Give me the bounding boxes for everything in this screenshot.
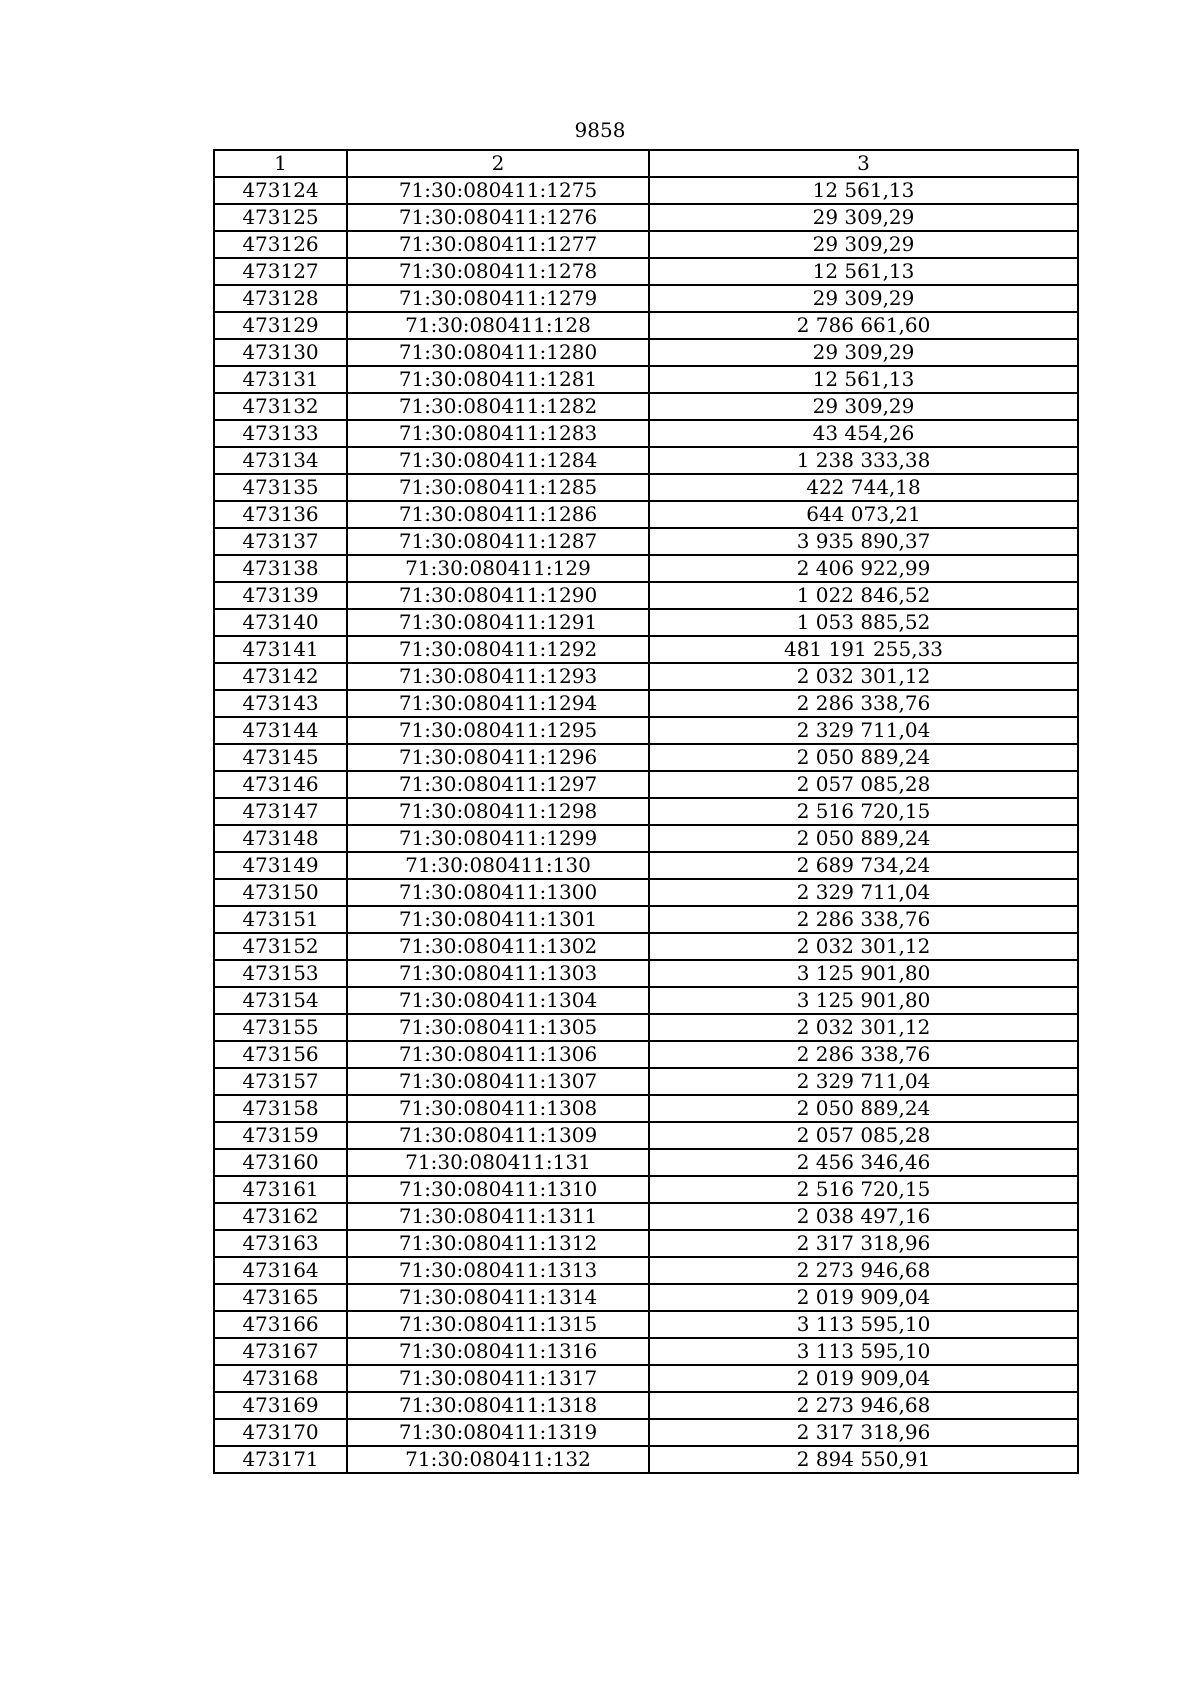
row-number-cell: 473146	[214, 771, 347, 798]
cadastral-number-cell: 71:30:080411:128	[347, 312, 649, 339]
cadastral-number-cell: 71:30:080411:1295	[347, 717, 649, 744]
value-cell: 2 286 338,76	[649, 690, 1078, 717]
row-number-cell: 473129	[214, 312, 347, 339]
cadastral-number-cell: 71:30:080411:1312	[347, 1230, 649, 1257]
table-row	[214, 285, 1078, 312]
value-cell: 2 786 661,60	[649, 312, 1078, 339]
row-number-cell: 473125	[214, 204, 347, 231]
table-row	[214, 1095, 1078, 1122]
column-header-1: 1	[214, 150, 347, 177]
cadastral-number-cell: 71:30:080411:1277	[347, 231, 649, 258]
table-row	[214, 906, 1078, 933]
table-row	[214, 933, 1078, 960]
table-row	[214, 177, 1078, 204]
table-row	[214, 744, 1078, 771]
cadastral-number-cell: 71:30:080411:1281	[347, 366, 649, 393]
cadastral-number-cell: 71:30:080411:1311	[347, 1203, 649, 1230]
row-number-cell: 473152	[214, 933, 347, 960]
row-number-cell: 473164	[214, 1257, 347, 1284]
table-row	[214, 1284, 1078, 1311]
table-row	[214, 1446, 1078, 1473]
cadastral-number-cell: 71:30:080411:1318	[347, 1392, 649, 1419]
cadastral-number-cell: 71:30:080411:1282	[347, 393, 649, 420]
cadastral-number-cell: 71:30:080411:1302	[347, 933, 649, 960]
value-cell: 2 406 922,99	[649, 555, 1078, 582]
cadastral-number-cell: 71:30:080411:1309	[347, 1122, 649, 1149]
cadastral-number-cell: 71:30:080411:1294	[347, 690, 649, 717]
value-cell: 2 032 301,12	[649, 1014, 1078, 1041]
cadastral-number-cell: 71:30:080411:1313	[347, 1257, 649, 1284]
table-row	[214, 879, 1078, 906]
row-number-cell: 473154	[214, 987, 347, 1014]
table-row	[214, 312, 1078, 339]
cadastral-number-cell: 71:30:080411:1315	[347, 1311, 649, 1338]
value-cell: 2 317 318,96	[649, 1230, 1078, 1257]
row-number-cell: 473131	[214, 366, 347, 393]
value-cell: 3 125 901,80	[649, 987, 1078, 1014]
cadastral-number-cell: 71:30:080411:1285	[347, 474, 649, 501]
row-number-cell: 473167	[214, 1338, 347, 1365]
value-cell: 2 050 889,24	[649, 825, 1078, 852]
table-row	[214, 852, 1078, 879]
cadastral-number-cell: 71:30:080411:1300	[347, 879, 649, 906]
cadastral-number-cell: 71:30:080411:1296	[347, 744, 649, 771]
table-row	[214, 1365, 1078, 1392]
cadastral-number-cell: 71:30:080411:1303	[347, 960, 649, 987]
cadastral-number-cell: 71:30:080411:1276	[347, 204, 649, 231]
row-number-cell: 473135	[214, 474, 347, 501]
cadastral-number-cell: 71:30:080411:1298	[347, 798, 649, 825]
value-cell: 12 561,13	[649, 366, 1078, 393]
row-number-cell: 473141	[214, 636, 347, 663]
row-number-cell: 473137	[214, 528, 347, 555]
cadastral-number-cell: 71:30:080411:1299	[347, 825, 649, 852]
row-number-cell: 473124	[214, 177, 347, 204]
row-number-cell: 473161	[214, 1176, 347, 1203]
table-row	[214, 447, 1078, 474]
value-cell: 2 273 946,68	[649, 1257, 1078, 1284]
cadastral-number-cell: 71:30:080411:1287	[347, 528, 649, 555]
table-body	[214, 177, 1078, 1473]
table-row	[214, 1338, 1078, 1365]
value-cell: 29 309,29	[649, 393, 1078, 420]
table-row	[214, 960, 1078, 987]
value-cell: 2 456 346,46	[649, 1149, 1078, 1176]
cadastral-number-cell: 71:30:080411:1297	[347, 771, 649, 798]
table-row	[214, 636, 1078, 663]
row-number-cell: 473170	[214, 1419, 347, 1446]
row-number-cell: 473151	[214, 906, 347, 933]
table-row	[214, 1149, 1078, 1176]
row-number-cell: 473128	[214, 285, 347, 312]
table-row	[214, 474, 1078, 501]
value-cell: 2 019 909,04	[649, 1365, 1078, 1392]
value-cell: 2 689 734,24	[649, 852, 1078, 879]
row-number-cell: 473166	[214, 1311, 347, 1338]
value-cell: 1 053 885,52	[649, 609, 1078, 636]
cadastral-number-cell: 71:30:080411:1307	[347, 1068, 649, 1095]
table-row	[214, 825, 1078, 852]
row-number-cell: 473136	[214, 501, 347, 528]
value-cell: 2 273 946,68	[649, 1392, 1078, 1419]
row-number-cell: 473142	[214, 663, 347, 690]
row-number-cell: 473134	[214, 447, 347, 474]
table-row	[214, 987, 1078, 1014]
cadastral-number-cell: 71:30:080411:131	[347, 1149, 649, 1176]
value-cell: 2 317 318,96	[649, 1419, 1078, 1446]
table-row	[214, 582, 1078, 609]
value-cell: 422 744,18	[649, 474, 1078, 501]
cadastral-number-cell: 71:30:080411:1290	[347, 582, 649, 609]
table-row	[214, 1203, 1078, 1230]
cadastral-number-cell: 71:30:080411:1280	[347, 339, 649, 366]
cadastral-number-cell: 71:30:080411:129	[347, 555, 649, 582]
cadastral-number-cell: 71:30:080411:1286	[347, 501, 649, 528]
value-cell: 29 309,29	[649, 339, 1078, 366]
row-number-cell: 473148	[214, 825, 347, 852]
value-cell: 3 125 901,80	[649, 960, 1078, 987]
value-cell: 2 286 338,76	[649, 1041, 1078, 1068]
cadastral-number-cell: 71:30:080411:1291	[347, 609, 649, 636]
cadastral-number-cell: 71:30:080411:1314	[347, 1284, 649, 1311]
table-row	[214, 1311, 1078, 1338]
row-number-cell: 473138	[214, 555, 347, 582]
table-row	[214, 393, 1078, 420]
value-cell: 2 032 301,12	[649, 663, 1078, 690]
row-number-cell: 473157	[214, 1068, 347, 1095]
row-number-cell: 473155	[214, 1014, 347, 1041]
table-row	[214, 609, 1078, 636]
value-cell: 29 309,29	[649, 285, 1078, 312]
table-row	[214, 1392, 1078, 1419]
value-cell: 2 057 085,28	[649, 1122, 1078, 1149]
value-cell: 29 309,29	[649, 231, 1078, 258]
cadastral-number-cell: 71:30:080411:1278	[347, 258, 649, 285]
row-number-cell: 473139	[214, 582, 347, 609]
value-cell: 3 113 595,10	[649, 1338, 1078, 1365]
value-cell: 2 516 720,15	[649, 798, 1078, 825]
row-number-cell: 473130	[214, 339, 347, 366]
value-cell: 1 238 333,38	[649, 447, 1078, 474]
row-number-cell: 473144	[214, 717, 347, 744]
table-row	[214, 1041, 1078, 1068]
value-cell: 2 032 301,12	[649, 933, 1078, 960]
cadastral-number-cell: 71:30:080411:1301	[347, 906, 649, 933]
table-row	[214, 501, 1078, 528]
row-number-cell: 473160	[214, 1149, 347, 1176]
column-header-2: 2	[347, 150, 649, 177]
value-cell: 644 073,21	[649, 501, 1078, 528]
row-number-cell: 473145	[214, 744, 347, 771]
row-number-cell: 473149	[214, 852, 347, 879]
cadastral-number-cell: 71:30:080411:1308	[347, 1095, 649, 1122]
table-row	[214, 339, 1078, 366]
table-row	[214, 690, 1078, 717]
table-row	[214, 555, 1078, 582]
cadastral-number-cell: 71:30:080411:1310	[347, 1176, 649, 1203]
table-row	[214, 258, 1078, 285]
table-row	[214, 1014, 1078, 1041]
cadastral-number-cell: 71:30:080411:1283	[347, 420, 649, 447]
row-number-cell: 473165	[214, 1284, 347, 1311]
table-row	[214, 1419, 1078, 1446]
value-cell: 2 516 720,15	[649, 1176, 1078, 1203]
value-cell: 2 329 711,04	[649, 717, 1078, 744]
cadastral-number-cell: 71:30:080411:132	[347, 1446, 649, 1473]
row-number-cell: 473159	[214, 1122, 347, 1149]
row-number-cell: 473163	[214, 1230, 347, 1257]
table-row	[214, 771, 1078, 798]
row-number-cell: 473168	[214, 1365, 347, 1392]
value-cell: 2 286 338,76	[649, 906, 1078, 933]
row-number-cell: 473156	[214, 1041, 347, 1068]
cadastral-number-cell: 71:30:080411:1279	[347, 285, 649, 312]
cadastral-number-cell: 71:30:080411:1284	[347, 447, 649, 474]
table-row	[214, 1230, 1078, 1257]
value-cell: 2 329 711,04	[649, 1068, 1078, 1095]
row-number-cell: 473140	[214, 609, 347, 636]
table-row	[214, 366, 1078, 393]
value-cell: 2 057 085,28	[649, 771, 1078, 798]
cadastral-number-cell: 71:30:080411:1304	[347, 987, 649, 1014]
cadastral-number-cell: 71:30:080411:1293	[347, 663, 649, 690]
table-row	[214, 717, 1078, 744]
cadastral-number-cell: 71:30:080411:1305	[347, 1014, 649, 1041]
value-cell: 29 309,29	[649, 204, 1078, 231]
row-number-cell: 473132	[214, 393, 347, 420]
cadastral-number-cell: 71:30:080411:1306	[347, 1041, 649, 1068]
value-cell: 3 935 890,37	[649, 528, 1078, 555]
page-number: 9858	[574, 118, 626, 142]
value-cell: 12 561,13	[649, 258, 1078, 285]
row-number-cell: 473158	[214, 1095, 347, 1122]
table-row	[214, 1176, 1078, 1203]
value-cell: 2 050 889,24	[649, 1095, 1078, 1122]
row-number-cell: 473126	[214, 231, 347, 258]
table-row	[214, 1068, 1078, 1095]
row-number-cell: 473133	[214, 420, 347, 447]
cadastral-number-cell: 71:30:080411:1292	[347, 636, 649, 663]
table-row	[214, 420, 1078, 447]
cadastral-number-cell: 71:30:080411:1316	[347, 1338, 649, 1365]
value-cell: 43 454,26	[649, 420, 1078, 447]
table-header-row	[214, 150, 1078, 177]
cadastral-number-cell: 71:30:080411:1275	[347, 177, 649, 204]
row-number-cell: 473143	[214, 690, 347, 717]
value-cell: 2 894 550,91	[649, 1446, 1078, 1473]
row-number-cell: 473169	[214, 1392, 347, 1419]
cadastral-number-cell: 71:30:080411:1317	[347, 1365, 649, 1392]
cadastral-value-table	[213, 149, 1079, 1474]
row-number-cell: 473127	[214, 258, 347, 285]
cadastral-number-cell: 71:30:080411:1319	[347, 1419, 649, 1446]
row-number-cell: 473162	[214, 1203, 347, 1230]
table-row	[214, 528, 1078, 555]
table-row	[214, 231, 1078, 258]
table-row	[214, 1257, 1078, 1284]
table-row	[214, 204, 1078, 231]
value-cell: 12 561,13	[649, 177, 1078, 204]
row-number-cell: 473150	[214, 879, 347, 906]
value-cell: 481 191 255,33	[649, 636, 1078, 663]
value-cell: 1 022 846,52	[649, 582, 1078, 609]
row-number-cell: 473147	[214, 798, 347, 825]
table-row	[214, 798, 1078, 825]
table-row	[214, 1122, 1078, 1149]
value-cell: 2 038 497,16	[649, 1203, 1078, 1230]
column-header-3: 3	[649, 150, 1078, 177]
value-cell: 2 050 889,24	[649, 744, 1078, 771]
value-cell: 3 113 595,10	[649, 1311, 1078, 1338]
value-cell: 2 019 909,04	[649, 1284, 1078, 1311]
value-cell: 2 329 711,04	[649, 879, 1078, 906]
cadastral-number-cell: 71:30:080411:130	[347, 852, 649, 879]
table-row	[214, 663, 1078, 690]
row-number-cell: 473153	[214, 960, 347, 987]
row-number-cell: 473171	[214, 1446, 347, 1473]
